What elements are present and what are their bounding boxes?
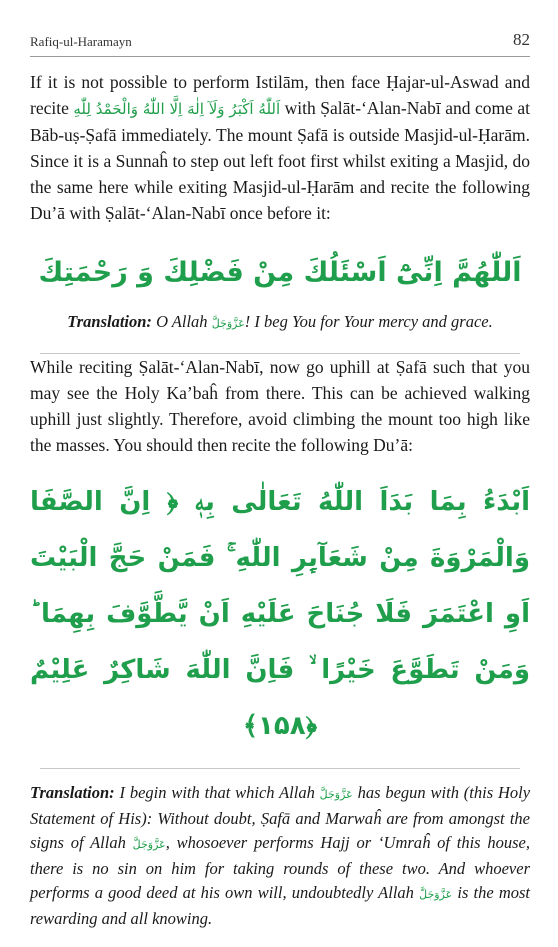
honorific-glyph: عَزَّوَجَلَّ: [419, 887, 453, 901]
page-header: [30, 30, 530, 57]
honorific-glyph: عَزَّوَجَلَّ: [132, 837, 166, 851]
translation-label: Translation:: [30, 782, 115, 802]
section-divider: [40, 768, 520, 769]
translation-part-1: I begin with that which Allah: [119, 782, 315, 802]
paragraph-istilam-before: If it is not possible to perform Istilām, then face Ḥajar-ul-Aswad and recite: [30, 72, 530, 118]
paragraph-istilam-after: with Ṣalāt-‘Alan-Nabī and come at Bāb-uṣ-Ṣafā immediately. The mount Ṣafā is outside Masjid-ul-Ḥarām. Since it is a Sunnaĥ to step out left foot first whilst exiting a Masjid, do the same here while exiting Masjid-ul-Ḥarām and recite the following Du’ā with Ṣalāt-‘Alan-Nabī once before it:: [30, 98, 530, 223]
translation-label: Translation:: [67, 312, 152, 331]
book-title: Rafiq-ul-Haramayn: [30, 34, 132, 49]
translation-text-post: ! I beg You for Your mercy and grace.: [244, 312, 493, 331]
page-number: 82: [513, 30, 530, 49]
translation-safa-ayah: [30, 781, 530, 931]
honorific-glyph: عَزَّوَجَلَّ: [211, 317, 245, 330]
paragraph-safa: While reciting Ṣalāt-‘Alan-Nabī, now go uphill at Ṣafā such that you may see the Holy Ka’baĥ from there. This can be achieved walking uphill just slightly. Therefore, avoid climbing the mount too high like the masses. You should then recite the following Du’ā:: [30, 356, 530, 455]
dua-exiting-masjid: اَللّٰهُمَّ اِنِّىْٓ اَسْئَلُكَ مِنْ فَضْلِكَ وَ رَحْمَتِكَ: [38, 257, 522, 288]
honorific-glyph: عَزَّوَجَلَّ: [319, 787, 353, 801]
translation-dua-exiting: [30, 310, 530, 336]
translation-text-pre: O Allah: [156, 312, 208, 331]
translation-part-3: , whosoever performs Hajj or ‘Umraĥ of this house, there is no sin on him for taking rounds of these two. And whoever performs a good deed at his own will, undoubtedly Allah: [30, 832, 530, 902]
page: [30, 30, 530, 947]
arabic-takbeer: اَللّٰهُ اَكْبَرُ وَلَآ اِلٰهَ اِلَّا اللّٰهُ وَالْحَمْدُ لِلّٰهِ: [73, 100, 281, 118]
dua-safa-ayah: اَبْدَءُ بِمَا بَدَاَ اللّٰهُ تَعَالٰى بِهٖ ﴿ اِنَّ الصَّفَا وَالْمَرْوَةَ مِنْ شَعَآىِٕرِ اللّٰهِ ۚ فَمَنْ حَجَّ الْبَيْتَ اَوِ اعْتَمَرَ فَلَا جُنَاحَ عَلَيْهِ اَنْ يَّطَّوَّفَ بِهِمَا ؕ وَمَنْ تَطَوَّعَ خَيْرًا ۙ فَاِنَّ اللّٰهَ شَاكِرٌ عَلِيْمٌ ﴿۱۵۸﴾: [30, 486, 530, 741]
translation-part-4: is the most rewarding and all knowing.: [30, 882, 531, 928]
translation-part-2: has begun with (this Holy Statement of His): Without doubt, Ṣafā and Marwaĥ are from amongst the signs of Allah: [30, 782, 531, 852]
paragraph-istilam: [30, 69, 530, 226]
